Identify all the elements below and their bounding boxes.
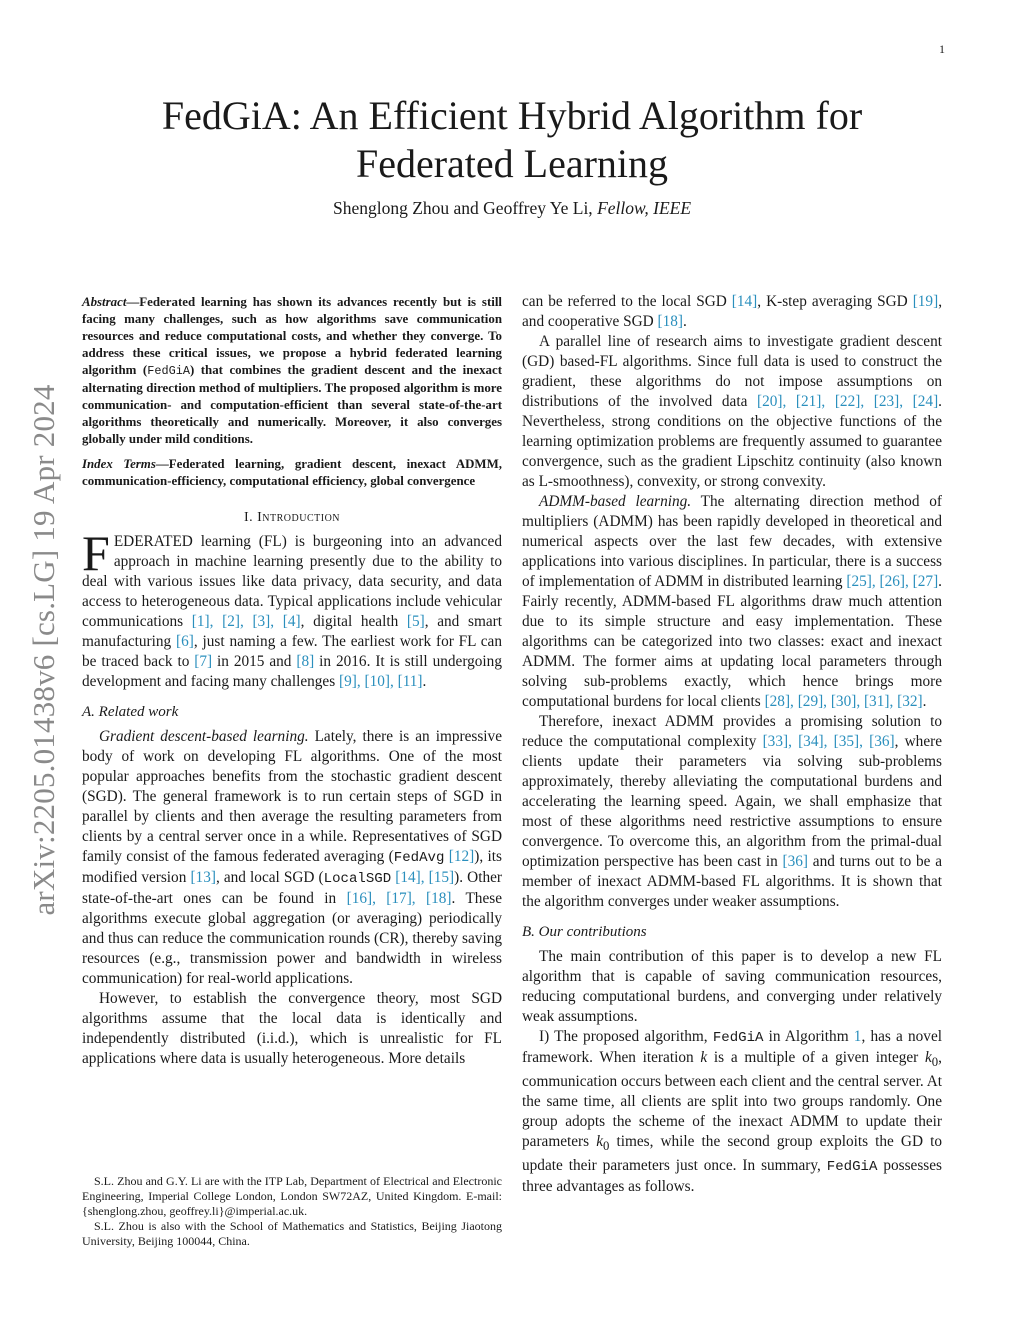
footnote-affiliation: S.L. Zhou and G.Y. Li are with the ITP Lab, Department of Electrical and Electronic Engineering, Imperial College London, London SW72AZ, United Kingdom. E-mail: {shenglong.zhou, geoffrey.li}@imperial.ac.uk. — [82, 1174, 502, 1218]
algorithm-link[interactable]: 1 — [853, 1028, 862, 1045]
algorithm-name: LocalSGD — [323, 871, 392, 887]
paragraph-lead: ADMM-based learning. — [539, 493, 692, 510]
related-work-paragraph — [82, 727, 502, 989]
contrib-text-3: , has a novel framework. When iteration — [522, 1028, 942, 1066]
citation-link[interactable]: [25], [26], [27] — [846, 573, 939, 590]
citation-link[interactable]: [1], [2], [3], [4] — [191, 613, 301, 630]
therefore-text-3: and turns out to be a member of inexact ADMM-based FL algorithms. It is shown that the algorithm converges under weaker assumptions. — [522, 853, 942, 910]
intro-text-f: in 2016. It is still undergoing development and facing many challenges — [82, 653, 502, 690]
citation-link[interactable]: [7] — [194, 653, 213, 670]
math-subscript: 0 — [931, 1055, 939, 1070]
right-column — [522, 292, 942, 1197]
paper-title — [100, 92, 924, 188]
intro-text-d: , just naming a few. The earliest work for FL can be traced back to — [82, 633, 502, 670]
citation-link[interactable]: [28], [29], [30], [31], [32] — [764, 693, 923, 710]
admm-text-1: The alternating direction method of multipliers (ADMM) has been rapidly developed in theoretical and numerical aspects over the last few decades, with extensive applications into various disciplines. In particular, there is a success of implementation of ADMM in distributed learning — [522, 493, 942, 590]
cont-text-4: . — [683, 313, 687, 330]
intro-text-g: . — [422, 673, 427, 690]
title-line-1: FedGiA: An Efficient Hybrid Algorithm for — [161, 93, 863, 138]
related-text-2: ), its modified version — [82, 848, 503, 886]
continued-paragraph — [522, 292, 942, 332]
related-text-1: Lately, there is an impressive body of work on developing FL algorithms. One of the most popular approaches benefits from the stochastic gradient descent (SGD). The general framework is to run certain steps of SGD in parallel by clients and then average the resulting parameters from clients by a central server once in a while. Representatives of SGD family consist of the famous federated averaging ( — [82, 728, 502, 865]
contrib-text-1: I) The proposed algorithm, — [539, 1028, 713, 1045]
page-number: 1 — [939, 42, 945, 56]
parallel-text-1: A parallel line of research aims to investigate gradient descent (GD) based-FL algorithms. Since full data is used to construct the gradient, these algorithms do not impose assumptions on distributions of the involved data — [522, 333, 942, 410]
related-text-4: ). Other state-of-the-art ones can be found in — [82, 869, 502, 907]
citation-link[interactable]: [9], [10], [11] — [338, 673, 423, 690]
intro-text-c: , and smart manufacturing — [82, 613, 502, 650]
intro-text-b: , digital health — [300, 613, 407, 630]
math-subscript: 0 — [602, 1139, 610, 1154]
admm-text-2: . Fairly recently, ADMM-based FL algorithms draw much attention due to its simple structure and easy implementation. These algorithms can be categorized into two classes: exact and inexact ADMM. The former aims at updating local parameters through solving sub-problems exactly, which hence brings more computational burdens for local clients — [522, 573, 942, 710]
citation-link[interactable]: [12] — [448, 848, 475, 865]
citation-link[interactable]: [33], [34], [35], [36] — [762, 733, 895, 750]
contrib-text-6: times, while the second group exploits the GD to update their parameters just once. In summary, — [522, 1133, 943, 1175]
footnotes — [82, 1174, 502, 1249]
algorithm-name: FedAvg — [393, 850, 445, 866]
cont-text-3: , and cooperative SGD — [522, 293, 943, 330]
algorithm-name: FedGiA — [712, 1030, 764, 1046]
contrib-text-5: , communication occurs between each client and the central server. At the same time, all clients are split into two groups randomly. One group adopts the scheme of the inexact ADMM to update their parameters — [522, 1049, 942, 1151]
citation-link[interactable]: [13] — [190, 869, 216, 886]
intro-text-e: in 2015 and — [212, 653, 297, 670]
cont-text-1: can be referred to the local SGD — [522, 293, 732, 310]
abstract-text-2: ) that combines the gradient descent and the inexact alternating direction method of multipliers. The proposed algorithm is more communication- and computation-efficient than several state-of-the-art algorithms theoretically and numerically. Moreover, it also converges globally under mild conditions. — [82, 363, 502, 446]
admm-text-3: . — [922, 693, 927, 710]
subsection-heading-contributions: B. Our contributions — [522, 924, 647, 940]
footnote-second-affiliation: S.L. Zhou is also with the School of Mathematics and Statistics, Beijing Jiaotong University, Beijing 100044, China. — [82, 1219, 502, 1248]
authors — [100, 198, 924, 219]
admm-paragraph — [522, 492, 942, 712]
subsection-heading-related-work: A. Related work — [82, 704, 179, 720]
citation-link[interactable]: [6] — [176, 633, 194, 650]
title-line-2: Federated Learning — [355, 141, 669, 186]
however-paragraph: However, to establish the convergence theory, most SGD algorithms assume that the local data is identically and independently distributed (i.i.d.), which is unrealistic for FL applications where data is usually heterogeneous. More details — [82, 990, 502, 1067]
abstract-code: FedGiA — [147, 364, 190, 378]
left-column — [82, 294, 502, 1069]
citation-link[interactable]: [8] — [296, 653, 315, 670]
citation-link[interactable]: [14], [15] — [395, 869, 455, 886]
citation-link[interactable]: [19] — [912, 293, 939, 310]
index-terms — [82, 456, 502, 490]
abstract-text-1: —Federated learning has shown its advances recently but is still facing many challenges, such as how algorithms save communication resources and reduce computational costs, and whether they converge. To address these critical issues, we propose a hybrid federated learning algorithm ( — [82, 295, 502, 377]
algorithm-name: FedGiA — [826, 1159, 878, 1176]
therefore-text-2: , where clients update their parameters via solving sub-problems approximately, thereby alleviating the computational burdens and accelerating the learning speed. Again, we shall emphasize that most of these algorithms need restrictive assumptions to ensure convergence. To overcome this, an algorithm from the primal-dual optimization perspective has been cast in — [522, 733, 942, 870]
abstract-label: Abstract — [82, 295, 127, 309]
paragraph-lead: Gradient descent-based learning. — [99, 728, 309, 745]
index-terms-text: —Federated learning, gradient descent, inexact ADMM, communication-efficiency, computational efficiency, global convergence — [82, 457, 502, 488]
therefore-text-1: Therefore, inexact ADMM provides a promising solution to reduce the computational complexity — [522, 713, 942, 750]
cont-text-2: , K-step averaging SGD — [757, 293, 913, 310]
citation-link[interactable]: [5] — [406, 613, 425, 630]
related-text-3: , and local SGD ( — [215, 869, 324, 886]
citation-link[interactable]: [16], [17], [18] — [346, 890, 452, 907]
drop-cap: F — [82, 525, 110, 581]
math-variable: k — [700, 1049, 708, 1066]
author-names: Shenglong Zhou and Geoffrey Ye Li, — [332, 198, 593, 218]
section-title: Introduction — [257, 510, 341, 525]
citation-link[interactable]: [20], [21], [22], [23], [24] — [757, 393, 939, 410]
math-variable: k — [596, 1133, 603, 1151]
contrib-text-7: possesses three advantages as follows. — [522, 1157, 942, 1196]
contribution-item-1 — [522, 1027, 942, 1197]
index-terms-label: Index Terms — [82, 457, 156, 471]
contrib-text-2: in Algorithm — [763, 1028, 854, 1045]
abstract — [82, 294, 502, 448]
citation-link[interactable]: [14] — [731, 293, 758, 310]
contrib-text-4: is a multiple of a given integer — [707, 1049, 925, 1066]
parallel-text-2: . Nevertheless, strong conditions on the objective functions of the learning optimization problems are frequently assumed to guarantee convergence, such as the gradient Lipschitz continuity (also known as L-smoothness), convexity, or strong convexity. — [522, 393, 942, 490]
arxiv-stamp[interactable]: arXiv:2205.01438v6 [cs.LG] 19 Apr 2024 — [26, 384, 61, 916]
citation-link[interactable]: [18] — [657, 313, 684, 330]
intro-paragraph — [82, 525, 502, 692]
math-variable: k — [925, 1049, 932, 1066]
citation-link[interactable]: [36] — [782, 853, 809, 870]
parallel-line-paragraph — [522, 332, 942, 492]
therefore-paragraph — [522, 712, 942, 912]
section-number: I. — [243, 510, 254, 525]
contribution-main-paragraph: The main contribution of this paper is to develop a new FL algorithm that is capable of saving communication resources, reducing computational burdens, and converging under relatively weak assumptions. — [522, 948, 942, 1025]
author-role: Fellow, IEEE — [597, 198, 692, 218]
section-heading-introduction — [82, 510, 502, 526]
intro-text-a: EDERATED learning (FL) is burgeoning into an advanced approach in machine learning presently due to the ability to deal with various issues like data privacy, data security, and data access to heterogeneous data. Typical applications include vehicular communications — [82, 533, 502, 630]
related-text-5: . These algorithms execute global aggregation (or averaging) periodically and thus can reduce the communication rounds (CR), thereby saving resources (e.g., transmission power and bandwidth in wireless communication) for real-world applications. — [82, 890, 502, 987]
